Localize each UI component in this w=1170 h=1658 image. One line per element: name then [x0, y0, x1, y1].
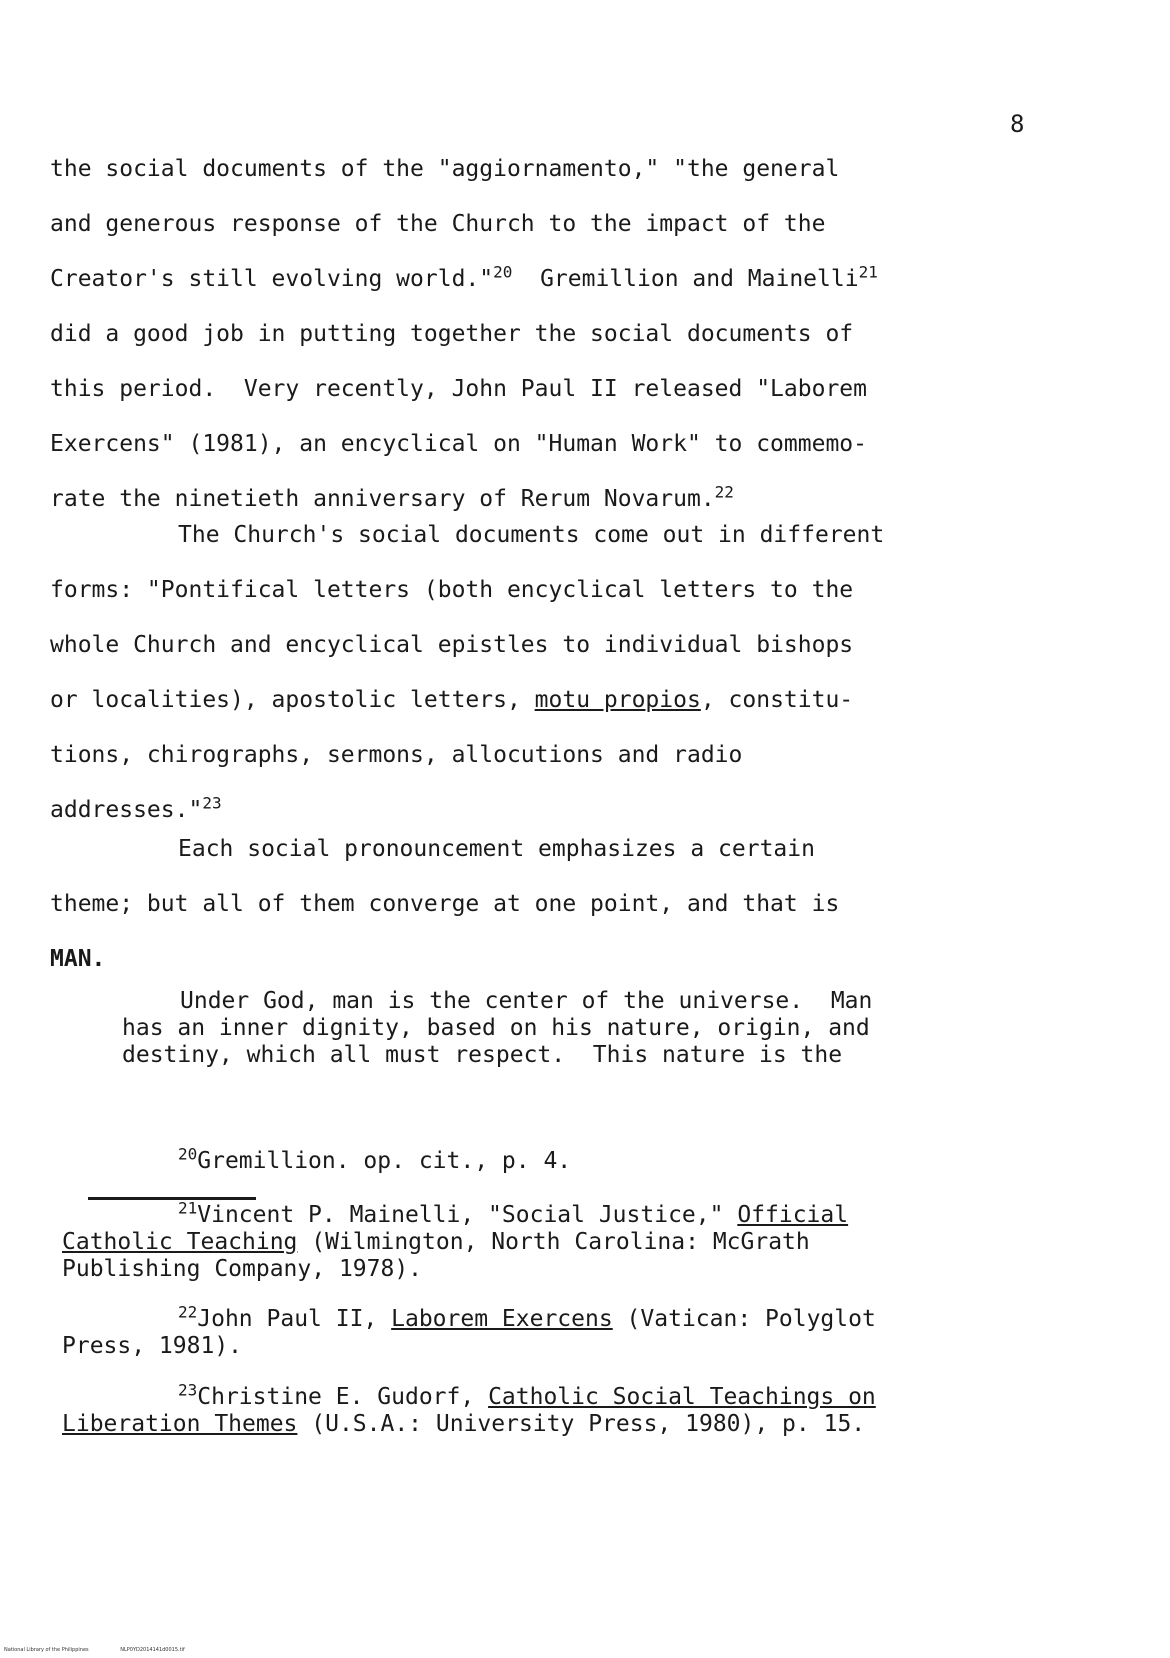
footnote-line: [62, 1198, 1122, 1229]
paragraph-2: [50, 508, 1110, 838]
footnote-title: Catholic Social Teachings on: [488, 1384, 876, 1410]
footnote-number: 20: [178, 1144, 198, 1164]
library-name: National Library of the Philippines: [4, 1647, 89, 1653]
underlined-term: motu propios: [534, 687, 701, 713]
text-line: did a good job in putting together the social documents of: [50, 321, 854, 347]
footnote-title: Liberation Themes: [62, 1411, 298, 1437]
footnote-line: Publishing Company, 1978).: [62, 1256, 423, 1282]
footnote-20: [62, 1144, 1122, 1175]
footnote-ref-20: 20: [493, 262, 513, 282]
text-segment: Creator's still evolving world.": [50, 266, 494, 292]
footnote-ref-22: 22: [714, 482, 734, 502]
block-quote: [122, 988, 1122, 1069]
text-line: tions, chirographs, sermons, allocutions and radio: [50, 742, 743, 768]
footnote-number: 21: [178, 1198, 198, 1218]
footnote-line: [62, 1144, 1122, 1175]
text-line: and generous response of the Church to the impact of the: [50, 211, 826, 237]
text-segment: addresses.": [50, 797, 203, 823]
footnote-line: [62, 1302, 1122, 1333]
text-segment: Gremillion and Mainelli: [512, 266, 859, 292]
footnote-text: (U.S.A.: University Press, 1980), p. 15.: [297, 1411, 866, 1437]
emphasis-man: MAN.: [50, 946, 106, 972]
text-line: theme; but all of them converge at one point, and that is: [50, 891, 840, 917]
footnote-line: [62, 1411, 1122, 1438]
file-code: NLP0YD2014141d0015.tif: [120, 1647, 185, 1653]
paragraph-3: [50, 822, 1110, 987]
text-line: whole Church and encyclical epistles to individual bishops: [50, 632, 854, 658]
footnote-title: Laborem Exercens: [391, 1306, 613, 1332]
text-line: the social documents of the "aggiornamento," "the general: [50, 156, 840, 182]
paragraph-1: [50, 142, 1110, 527]
text-segment: or localities), apostolic letters,: [50, 687, 535, 713]
text-line: forms: "Pontifical letters (both encyclical letters to the: [50, 577, 854, 603]
quote-line: destiny, which all must respect. This nature is the: [122, 1042, 843, 1068]
footnote-ref-23: 23: [202, 793, 222, 813]
footnote-23: [62, 1380, 1122, 1438]
footnote-separator: [88, 1197, 256, 1200]
text-line: Exercens" (1981), an encyclical on "Human Work" to commemo-: [50, 431, 867, 457]
footnote-title: Catholic Teaching: [62, 1229, 298, 1255]
footnote-text: Vincent P. Mainelli, "Social Justice,": [197, 1202, 738, 1228]
text-segment: rate the ninetieth anniversary of Rerum Novarum.: [50, 486, 715, 512]
footnote-text: Christine E. Gudorf,: [197, 1384, 489, 1410]
text-line: [50, 673, 1110, 728]
quote-line: has an inner dignity, based on his nature, origin, and: [122, 1015, 870, 1041]
page-number: 8: [1010, 110, 1025, 138]
footnote-text: (Wilmington, North Carolina: McGrath: [297, 1229, 810, 1255]
quote-line: Under God, man is the center of the universe. Man: [180, 988, 873, 1014]
footnote-22: [62, 1302, 1122, 1360]
scan-footer: [4, 1647, 215, 1653]
footnote-text: (Vatican: Polyglot: [612, 1306, 876, 1332]
text-segment: , constitu-: [700, 687, 854, 713]
footnote-number: 23: [178, 1380, 198, 1400]
footnote-text: John Paul II,: [197, 1306, 392, 1332]
text-line: [50, 252, 1110, 307]
footnote-text: Gremillion. op. cit., p. 4.: [197, 1148, 572, 1174]
text-line: Each social pronouncement emphasizes a certain: [178, 836, 815, 862]
footnote-line: Press, 1981).: [62, 1333, 243, 1359]
footnote-line: [62, 1229, 1122, 1256]
footnote-line: [62, 1380, 1122, 1411]
footnote-number: 22: [178, 1302, 198, 1322]
footnote-title: Official: [737, 1202, 849, 1228]
text-line: this period. Very recently, John Paul II released "Laborem: [50, 376, 867, 402]
footnote-21: [62, 1198, 1122, 1283]
footnote-ref-21: 21: [858, 262, 878, 282]
text-line: The Church's social documents come out in different: [178, 522, 885, 548]
